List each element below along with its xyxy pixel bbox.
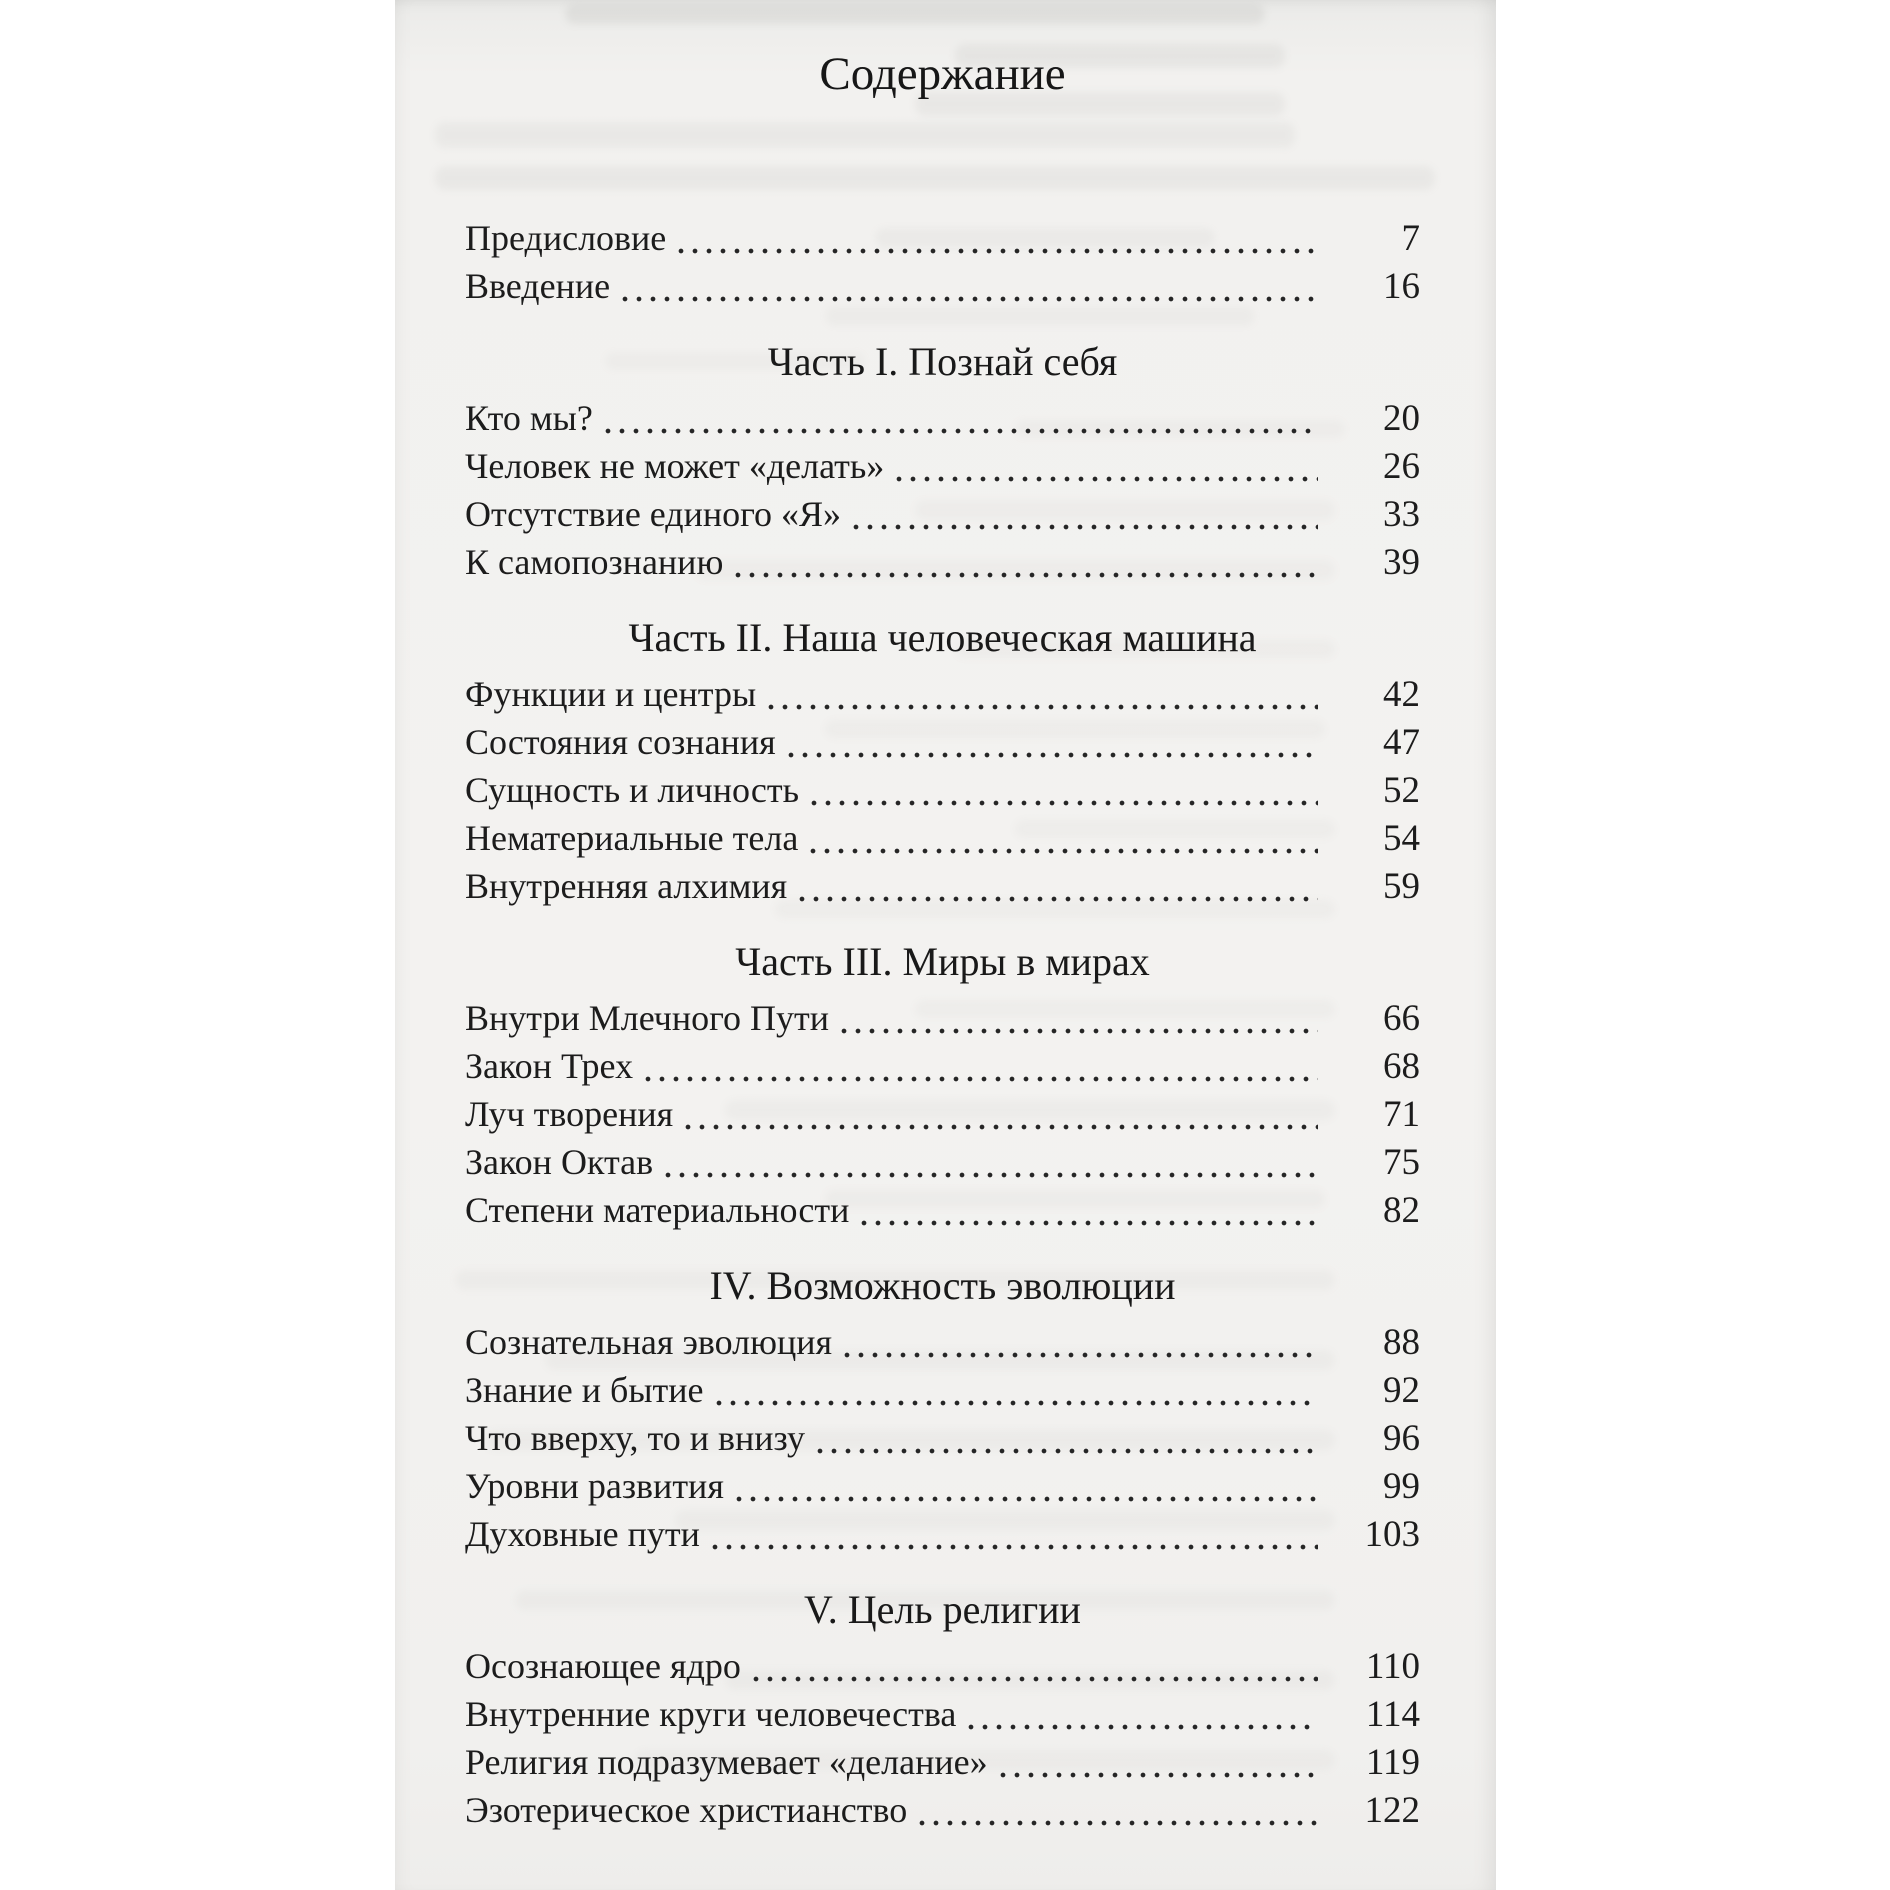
dot-leader [736, 1490, 1318, 1502]
toc-entry [465, 994, 1420, 1042]
toc-entry-page-number: 26 [1383, 446, 1420, 487]
toc-entry-page-number: 82 [1383, 1190, 1420, 1231]
toc-entry-page-number: 20 [1383, 398, 1420, 439]
toc-entry-page-number: 59 [1383, 866, 1420, 907]
section-heading: V. Цель религии [804, 1587, 1081, 1632]
book-page [395, 0, 1496, 1890]
dot-leader [645, 1070, 1318, 1082]
dot-leader [678, 242, 1318, 254]
toc-sections [465, 214, 1420, 1834]
toc-entry-label: Знание и бытие [465, 1370, 704, 1410]
toc-entry-page-number: 7 [1401, 218, 1420, 259]
dot-leader [685, 1118, 1318, 1130]
toc-entry-page-number: 52 [1383, 770, 1420, 811]
toc-entry [465, 1786, 1420, 1834]
toc-entry [465, 1690, 1420, 1738]
toc-entry-page-number: 71 [1383, 1094, 1420, 1135]
toc-entry-page-number: 47 [1383, 722, 1420, 763]
dot-leader [919, 1814, 1318, 1826]
toc-entry-label: Внутренняя алхимия [465, 866, 788, 906]
toc-entry-label: Осознающее ядро [465, 1646, 741, 1686]
dot-leader [811, 794, 1318, 806]
section-heading: IV. Возможность эволюции [709, 1263, 1176, 1308]
toc-entry-label: Луч творения [465, 1094, 674, 1134]
toc-entry-label: Нематериальные тела [465, 818, 799, 858]
dot-leader [841, 1022, 1318, 1034]
toc-entry [465, 538, 1420, 586]
toc-entry-page-number: 16 [1383, 266, 1420, 307]
toc-entry-label: Закон Октав [465, 1142, 654, 1182]
toc-entry [465, 1366, 1420, 1414]
dot-leader [817, 1442, 1318, 1454]
dot-leader [788, 746, 1318, 758]
dot-leader [896, 470, 1318, 482]
toc-entry-page-number: 75 [1383, 1142, 1420, 1183]
dot-leader [735, 566, 1318, 578]
toc-entry [465, 442, 1420, 490]
toc-entry-label: Функции и центры [465, 674, 757, 714]
toc-entry [465, 1318, 1420, 1366]
toc-entry [465, 1186, 1420, 1234]
toc-entry-page-number: 119 [1365, 1742, 1420, 1783]
toc-entry-label: Внутренние круги человечества [465, 1694, 957, 1734]
toc-entry-page-number: 110 [1365, 1646, 1420, 1687]
table-of-contents [465, 42, 1420, 1834]
toc-entry-page-number: 88 [1383, 1322, 1420, 1363]
toc-entry-page-number: 39 [1383, 542, 1420, 583]
toc-entry-label: Состояния сознания [465, 722, 776, 762]
toc-entry-label: Эзотерическое христианство [465, 1790, 908, 1830]
toc-entry-label: Кто мы? [465, 398, 593, 438]
toc-entry-page-number: 96 [1383, 1418, 1420, 1459]
dot-leader [665, 1166, 1318, 1178]
page-title: Содержание [819, 48, 1066, 100]
bleedthrough-smudge [565, 4, 1265, 24]
toc-entry [465, 1510, 1420, 1558]
toc-entry [465, 670, 1420, 718]
dot-leader [622, 290, 1318, 302]
dot-leader [712, 1538, 1318, 1550]
toc-entry-label: Сущность и личность [465, 770, 800, 810]
toc-entry [465, 262, 1420, 310]
toc-entry [465, 1090, 1420, 1138]
dot-leader [861, 1214, 1318, 1226]
dot-leader [1000, 1766, 1318, 1778]
toc-entry [465, 1642, 1420, 1690]
dot-leader [968, 1718, 1318, 1730]
dot-leader [844, 1346, 1318, 1358]
toc-entry-label: Что вверху, то и внизу [465, 1418, 805, 1458]
toc-entry [465, 1414, 1420, 1462]
dot-leader [716, 1394, 1318, 1406]
toc-entry [465, 1138, 1420, 1186]
toc-entry-page-number: 66 [1383, 998, 1420, 1039]
toc-entry-label: Человек не может «делать» [465, 446, 885, 486]
toc-entry-page-number: 114 [1365, 1694, 1420, 1735]
toc-entry-page-number: 68 [1383, 1046, 1420, 1087]
dot-leader [753, 1670, 1318, 1682]
toc-entry-label: Уровни развития [465, 1466, 724, 1506]
toc-entry-label: Духовные пути [465, 1514, 700, 1554]
toc-entry-page-number: 99 [1383, 1466, 1420, 1507]
toc-entry-label: Внутри Млечного Пути [465, 998, 830, 1038]
dot-leader [768, 698, 1318, 710]
toc-entry [465, 394, 1420, 442]
dot-leader [810, 842, 1318, 854]
toc-entry-label: Религия подразумевает «делание» [465, 1742, 988, 1782]
section-heading: Часть II. Наша человеческая машина [628, 615, 1257, 660]
toc-entry-label: К самопознанию [465, 542, 724, 582]
dot-leader [853, 518, 1318, 530]
dot-leader [799, 890, 1318, 902]
section-heading: Часть III. Миры в мирах [735, 939, 1150, 984]
toc-entry-label: Предисловие [465, 218, 667, 258]
dot-leader [605, 422, 1318, 434]
toc-entry-page-number: 33 [1383, 494, 1420, 535]
toc-entry [465, 814, 1420, 862]
toc-entry [465, 862, 1420, 910]
toc-entry [465, 766, 1420, 814]
toc-entry-page-number: 122 [1364, 1790, 1420, 1831]
toc-entry-label: Введение [465, 266, 611, 306]
toc-entry [465, 490, 1420, 538]
toc-entry-label: Отсутствие единого «Я» [465, 494, 842, 534]
section-heading: Часть I. Познай себя [767, 339, 1118, 384]
toc-entry-page-number: 103 [1364, 1514, 1420, 1555]
toc-entry-label: Сознательная эволюция [465, 1322, 833, 1362]
toc-entry [465, 1042, 1420, 1090]
toc-entry [465, 214, 1420, 262]
toc-entry-label: Степени материальности [465, 1190, 850, 1230]
toc-entry-page-number: 92 [1383, 1370, 1420, 1411]
toc-entry [465, 718, 1420, 766]
toc-entry-page-number: 54 [1383, 818, 1420, 859]
toc-entry [465, 1738, 1420, 1786]
toc-entry-label: Закон Трех [465, 1046, 634, 1086]
toc-entry [465, 1462, 1420, 1510]
toc-entry-page-number: 42 [1383, 674, 1420, 715]
